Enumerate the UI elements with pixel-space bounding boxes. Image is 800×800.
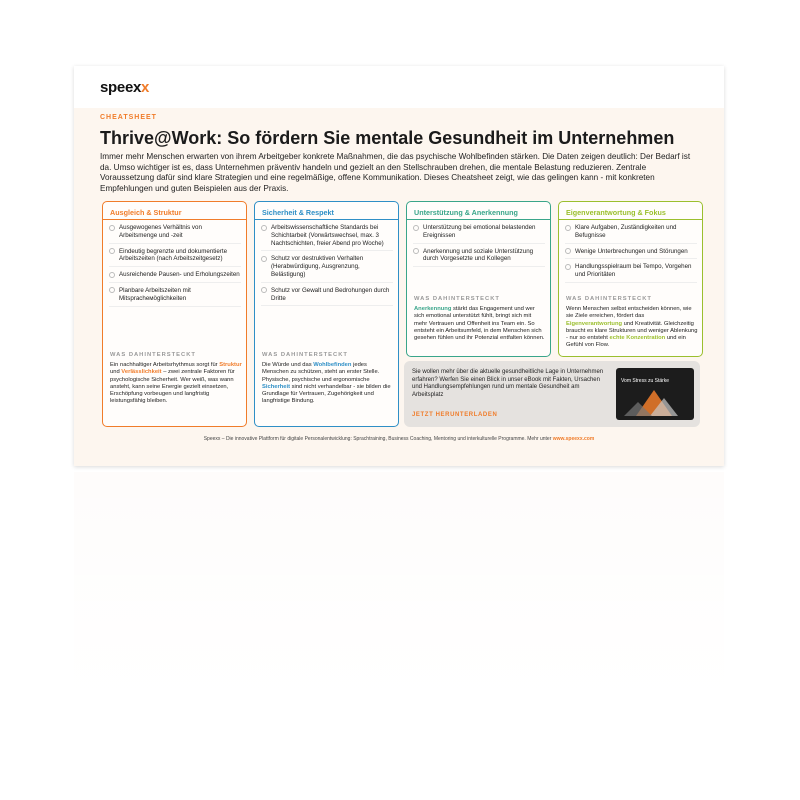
list-item <box>261 255 393 282</box>
card-title: Ausgleich & Struktur <box>110 208 182 217</box>
bullet-circle-icon <box>261 256 267 262</box>
reflection-fade <box>74 472 724 722</box>
list-item-text: Schutz vor Gewalt und Bedrohungen durch Dritte <box>271 286 390 302</box>
bullet-circle-icon <box>413 248 419 254</box>
card-3 <box>406 201 551 357</box>
card-4 <box>558 201 703 357</box>
bullet-list <box>109 224 241 311</box>
header-band <box>74 66 724 108</box>
download-link[interactable]: JETZT HERUNTERLADEN <box>412 412 498 418</box>
wds-highlight: Verlässlichkeit <box>121 369 162 376</box>
wds-segment: und ein Gefühl von Flow. <box>566 335 686 349</box>
bullet-circle-icon <box>109 225 115 231</box>
wds-label: WAS DAHINTERSTECKT <box>110 352 196 358</box>
wds-text <box>262 362 394 406</box>
bullet-list <box>565 224 697 287</box>
wds-highlight: Eigenverantwortung <box>566 320 623 327</box>
ebook-cover-image[interactable] <box>616 368 694 420</box>
wds-segment: – zwei zentrale Faktoren für psychologische Sicherheit. Wer weiß, was wann ansteht, kann seine Energie gezielt einsetzen, Erschöpfung vorbeugen und langfristig leistungsfähig bleiben. <box>110 369 235 405</box>
list-item <box>109 287 241 307</box>
card-divider <box>103 219 246 220</box>
wds-segment: stärkt das Engagement und wer sich emotional unterstützt fühlt, bringt sich mit mehr Vertrauen und Offenheit ins Team ein. So entsteht ein Arbeitsumfeld, in dem Menschen sich gesehen fühlen und ihr Potenzial entfalten können. <box>414 306 545 342</box>
list-item-text: Handlungsspielraum bei Tempo, Vorgehen und Prioritäten <box>575 263 692 279</box>
list-item <box>413 248 545 268</box>
bullet-list <box>413 224 545 271</box>
wds-segment: und <box>110 369 122 376</box>
bullet-circle-icon <box>565 248 571 254</box>
list-item <box>565 224 697 244</box>
list-item <box>109 271 241 283</box>
list-item-text: Arbeitswissenschaftliche Standards bei Schichtarbeit (Vorwärtswechsel, max. 3 Nachtschichten, freier Abend pro Woche) <box>271 224 384 247</box>
wds-highlight: echte Konzentration <box>609 335 666 342</box>
bullet-circle-icon <box>261 287 267 293</box>
wds-text <box>566 306 698 350</box>
eyebrow-label: CHEATSHEET <box>100 114 157 121</box>
footer-text: Speexx – Die innovative Plattform für digitale Personalentwicklung: Sprachtraining, Business Coaching, Mentoring und interkulturelle Programme. Mehr unter <box>203 436 553 442</box>
wds-text <box>110 362 242 406</box>
speexx-logo: speexx <box>100 79 150 96</box>
ebook-mountains-graphic <box>616 368 694 420</box>
card-title: Sicherheit & Respekt <box>262 208 334 217</box>
page-title: Thrive@Work: So fördern Sie mentale Gesundheit im Unternehmen <box>100 128 675 148</box>
wds-highlight: Anerkennung <box>414 306 452 312</box>
list-item-text: Wenige Unterbrechungen und Störungen <box>575 247 688 255</box>
list-item-text: Anerkennung und soziale Unterstützung durch Vorgesetzte und Kollegen <box>423 247 534 263</box>
list-item-text: Schutz vor destruktiven Verhalten (Herabwürdigung, Ausgrenzung, Belästigung) <box>271 255 364 278</box>
list-item <box>565 263 697 283</box>
wds-label: WAS DAHINTERSTECKT <box>414 296 500 302</box>
wds-segment: sind nicht verhandelbar - sie bilden die Grundlage für Vertrauen, Zugehörigkeit und langfristige Bindung. <box>262 383 391 405</box>
list-item <box>261 224 393 251</box>
cheatsheet-page <box>74 66 724 466</box>
promo-text: Sie wollen mehr über die aktuelle gesundheitliche Lage in Unternehmen erfahren? Werfen Sie einen Blick in unser eBook mit Fakten, Ursachen und Handlungsempfehlungen rund um mentale Gesundheit am Arbeitsplatz <box>412 369 604 398</box>
card-1 <box>102 201 247 427</box>
wds-highlight: Struktur <box>219 362 242 368</box>
list-item-text: Ausreichende Pausen- und Erholungszeiten <box>119 271 240 279</box>
wds-segment: jedes Menschen zu schützen, steht an erster Stelle. Physische, psychische und ergonomische <box>262 362 380 383</box>
list-item <box>565 248 697 260</box>
list-item-text: Eindeutig begrenzte und dokumentierte Arbeitszeiten (nach Arbeitszeitgesetz) <box>119 247 228 263</box>
footer <box>74 436 724 442</box>
card-divider <box>255 219 398 220</box>
list-item-text: Unterstützung bei emotional belastenden Ereignissen <box>423 224 536 239</box>
wds-highlight: Sicherheit <box>262 383 291 390</box>
card-divider <box>559 219 702 220</box>
list-item-text: Klare Aufgaben, Zuständigkeiten und Befugnisse <box>575 224 677 239</box>
card-2 <box>254 201 399 427</box>
wds-segment: Die Würde und das <box>262 362 314 368</box>
list-item <box>109 224 241 244</box>
page-reflection <box>74 472 724 722</box>
wds-segment: Wenn Menschen selbst entscheiden können, wie sie Ziele erreichen, fördert das <box>566 306 692 320</box>
intro-paragraph: Immer mehr Menschen erwarten von ihrem Arbeitgeber konkrete Maßnahmen, die das psychische Wohlbefinden stärken. Die Daten zeigen deutlich: Der Bedarf ist da. Umso wichtiger ist es, dass Unternehmen präventiv handeln und gezielt an den Stellschrauben drehen, die mentale Belastung reduzieren. Zentrale Voraussetzung dafür sind klare Strategien und eine regelmäßige, offene Kommunikation. Dieses Cheatsheet zeigt, wie das gelingen kann - mit konkreten Empfehlungen und guten Beispielen aus der Praxis. <box>100 152 691 193</box>
wds-segment: Ein nachhaltiger Arbeitsrhythmus sorgt für <box>110 362 220 368</box>
bullet-list <box>261 224 393 310</box>
bullet-circle-icon <box>565 225 571 231</box>
list-item-text: Ausgewogenes Verhältnis von Arbeitsmenge und -zeit <box>119 224 202 239</box>
card-title: Eigenverantwortung & Fokus <box>566 208 666 217</box>
list-item-text: Planbare Arbeitszeiten mit Mitspracheмöglichkeiten <box>119 286 191 302</box>
wds-label: WAS DAHINTERSTECKT <box>566 296 652 302</box>
ebook-promo-box <box>404 361 700 427</box>
list-item <box>413 224 545 244</box>
wds-highlight: Wohlbefinden <box>313 362 352 368</box>
wds-label: WAS DAHINTERSTECKT <box>262 352 348 358</box>
wds-segment: und Kreativität. Gleichzeitig braucht es klare Strukturen und weniger Ablenkung - nur so entsteht <box>566 320 698 342</box>
bullet-circle-icon <box>261 225 267 231</box>
card-divider <box>407 219 550 220</box>
bullet-circle-icon <box>565 264 571 270</box>
list-item <box>261 287 393 307</box>
bullet-circle-icon <box>109 272 115 278</box>
bullet-circle-icon <box>109 248 115 254</box>
list-item <box>109 248 241 268</box>
footer-url[interactable]: www.speexx.com <box>552 436 595 442</box>
card-title: Unterstützung & Anerkennung <box>414 208 518 217</box>
bullet-circle-icon <box>109 287 115 293</box>
ebook-title: Vom Stress zu Stärke <box>621 378 670 384</box>
bullet-circle-icon <box>413 225 419 231</box>
wds-text <box>414 306 546 342</box>
